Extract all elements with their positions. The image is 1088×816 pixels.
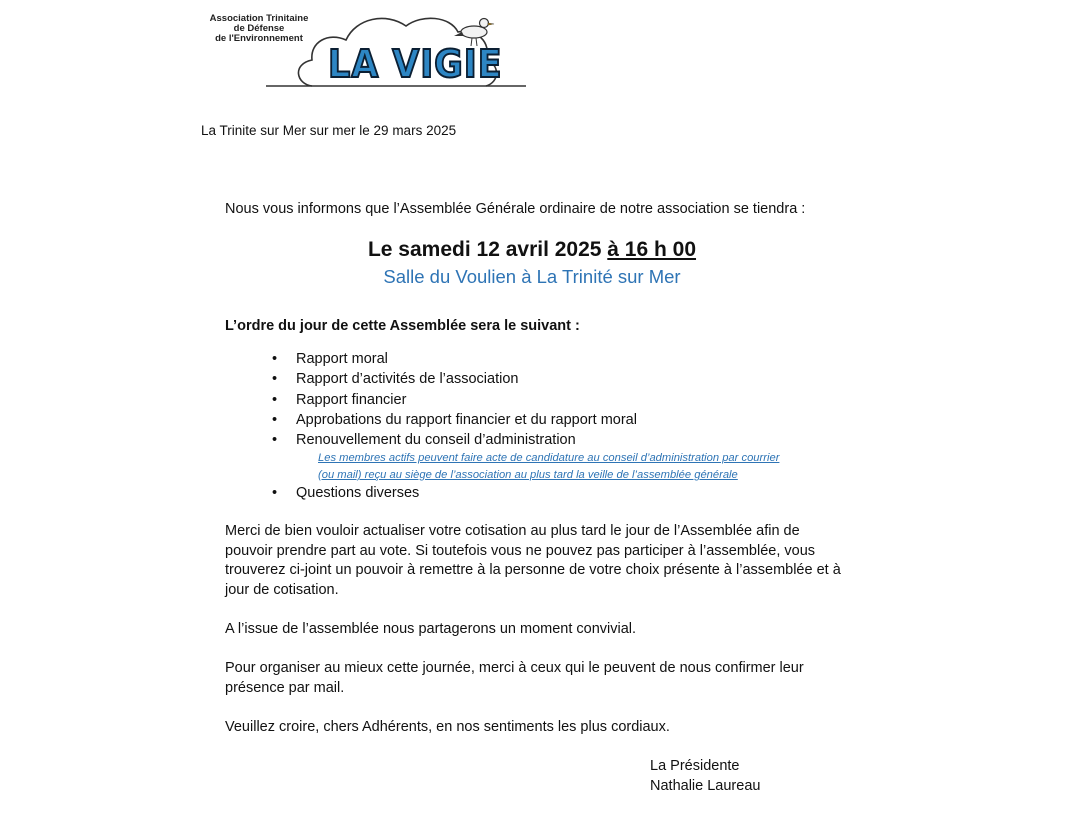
agenda-title: L’ordre du jour de cette Assemblée sera le suivant :: [225, 318, 580, 334]
bullet-icon: •: [272, 351, 278, 367]
list-item: [272, 349, 779, 369]
bullet-icon: •: [272, 391, 278, 408]
meeting-date: Le samedi 12 avril 2025: [367, 238, 608, 261]
logo-line-3: de l'Environnement: [215, 33, 303, 44]
list-item: [272, 430, 779, 450]
bullet-icon: •: [272, 485, 278, 502]
agenda-item-label: Rapport d’activités de l’association: [296, 371, 519, 388]
candidature-note-link[interactable]: [272, 450, 779, 483]
logo-wordmark: LA VIGIE: [328, 42, 503, 86]
bullet-icon: •: [272, 432, 278, 449]
agenda-item-label: Questions diverses: [296, 485, 420, 502]
note-line-1: Les membres actifs peuvent faire acte de candidature au conseil d’administration par courrier: [318, 452, 780, 465]
list-item: [272, 483, 779, 503]
bullet-icon: •: [272, 411, 278, 428]
list-item: [272, 390, 779, 410]
association-logo: [200, 6, 530, 90]
agenda-item-label: Rapport moral: [296, 351, 388, 367]
logo-line-1: Association Trinitaine: [209, 13, 309, 24]
intro-text: Nous vous informons que l’Assemblée Générale ordinaire de notre association se tiendra :: [225, 201, 806, 217]
logo-association-name: [200, 14, 318, 44]
agenda-list: [272, 349, 779, 504]
agenda-item-label: Renouvellement du conseil d’administration: [296, 432, 576, 449]
meeting-venue: Salle du Voulien à La Trinité sur Mer: [383, 266, 681, 287]
paragraph-convivial: A l’issue de l’assemblée nous partagerons un moment convivial.: [225, 621, 637, 637]
signature-role: La Présidente: [650, 758, 740, 774]
paragraph-confirmation: Pour organiser au mieux cette journée, merci à ceux qui le peuvent de nous confirmer leur présence par mail.: [225, 660, 804, 696]
list-item: [272, 410, 779, 430]
dateline: La Trinite sur Mer sur mer le 29 mars 2025: [201, 123, 457, 138]
logo-line-2: de Défense: [233, 23, 285, 34]
paragraph-cotisation: Merci de bien vouloir actualiser votre cotisation au plus tard le jour de l’Assemblée afin de pouvoir prendre part au vote. Si toutefois vous ne pouvez pas participer à l’assemblée, vous trouverez ci-joint un pouvoir à remettre à la personne de votre choix présente à l’assemblée et à jour de cotisation.: [225, 523, 841, 598]
agenda-item-label: Rapport financier: [296, 391, 407, 408]
signature-block: [650, 757, 760, 796]
bullet-icon: •: [272, 371, 278, 388]
agenda-item-label: Approbations du rapport financier et du rapport moral: [296, 411, 637, 428]
paragraph-closing: Veuillez croire, chers Adhérents, en nos sentiments les plus cordiaux.: [225, 719, 670, 735]
list-item: [272, 369, 779, 389]
signature-name: Nathalie Laureau: [650, 777, 761, 794]
meeting-date-heading: [0, 236, 1064, 264]
meeting-time: à 16 h 00: [607, 238, 697, 261]
note-line-2: (ou mail) reçu au siège de l’association au plus tard la veille de l’assemblée générale: [318, 468, 738, 481]
